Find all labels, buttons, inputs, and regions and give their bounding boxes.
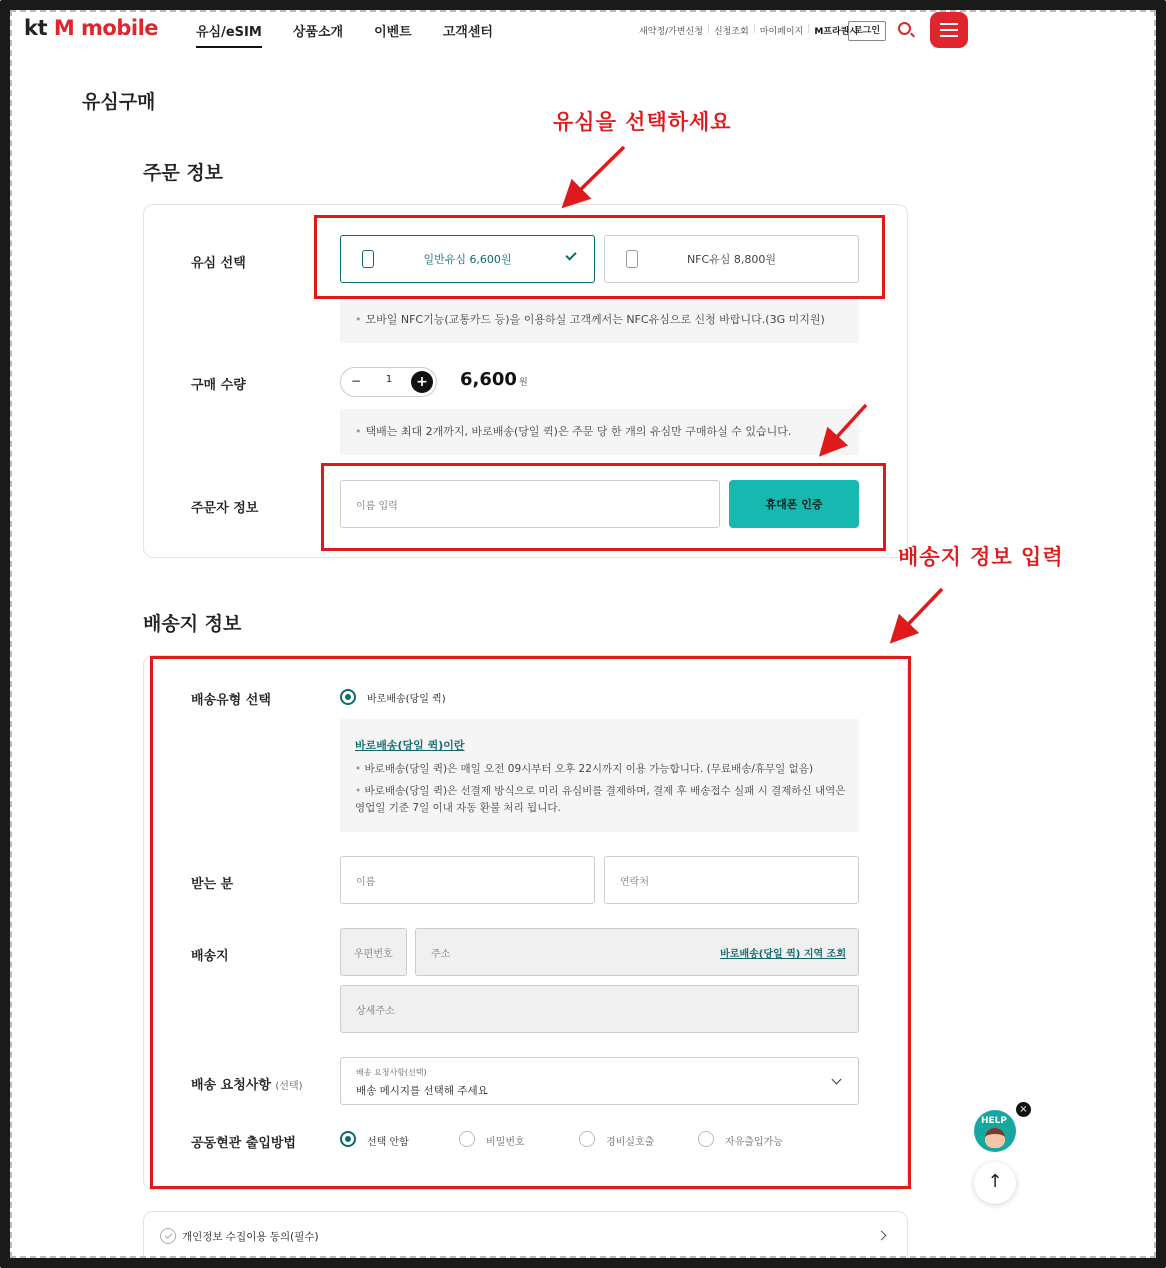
nav-item-products[interactable]: 상품소개	[292, 25, 344, 40]
close-icon[interactable]: ×	[1016, 1102, 1031, 1117]
delivery-request-label-text: 배송 요청사항	[191, 1078, 271, 1093]
phone-nfc-icon	[626, 250, 638, 268]
phone-verify-button[interactable]: 휴대폰 인증	[729, 480, 859, 528]
address-placeholder: 주소	[431, 948, 451, 960]
entrance-option-security[interactable]: 경비실호출	[606, 1137, 655, 1148]
select-caption: 배송 요청사항(선택)	[356, 1068, 427, 1077]
privacy-agreement-text: 개인정보 수집이용 동의(필수)	[182, 1231, 319, 1243]
utility-links	[639, 24, 858, 37]
util-link-mypage[interactable]: 마이페이지	[759, 27, 804, 37]
sim-option-nfc[interactable]	[604, 235, 859, 283]
check-icon	[565, 249, 576, 260]
recipient-label: 받는 분	[191, 877, 234, 892]
util-divider: |	[706, 24, 710, 34]
bullet: •	[355, 785, 365, 797]
bullet: •	[355, 425, 362, 438]
delivery-message-select[interactable]	[340, 1057, 859, 1105]
arrow-to-delivery	[897, 589, 942, 636]
delivery-request-label	[191, 1074, 303, 1093]
entrance-radio-security[interactable]	[579, 1131, 595, 1147]
entrance-radio-password[interactable]	[459, 1131, 475, 1147]
arrow-to-sim	[569, 147, 624, 201]
select-value: 배송 메시지를 선택해 주세요	[356, 1085, 488, 1097]
quantity-notice	[340, 409, 859, 455]
quick-delivery-info-line	[355, 761, 850, 778]
bullet: •	[355, 763, 365, 775]
recipient-phone-input[interactable]: 연락처	[604, 856, 859, 904]
nfc-notice-text: 모바일 NFC기능(교통카드 등)을 이용하실 고객께서는 NFC유심으로 신청 바랍니다.(3G 미지원)	[365, 313, 825, 326]
annotation-select-sim: 유심을 선택하세요	[553, 110, 732, 134]
quick-delivery-info-line	[355, 783, 850, 817]
util-link-lookup[interactable]: 신청조회	[713, 27, 749, 37]
bullet: •	[355, 313, 362, 326]
quantity-plus-button[interactable]: +	[411, 371, 433, 393]
quick-area-lookup-link[interactable]: 바로배송(당일 퀵) 지역 조회	[720, 949, 846, 960]
help-chatbot-button[interactable]	[974, 1110, 1016, 1152]
nav-item-usim-esim[interactable]: 유심/eSIM	[196, 21, 262, 48]
login-button[interactable]: 로그인	[848, 21, 886, 41]
scroll-top-button[interactable]: ↑	[974, 1162, 1016, 1204]
nav-item-events[interactable]: 이벤트	[374, 25, 412, 40]
detail-address-input[interactable]: 상세주소	[340, 985, 859, 1033]
sim-option-label: NFC유심 8,800원	[686, 253, 777, 266]
menu-bar-icon	[940, 35, 958, 37]
order-section-title: 주문 정보	[143, 162, 224, 184]
site-header	[12, 12, 1154, 52]
orderer-name-input[interactable]: 이름 입력	[340, 480, 720, 528]
quantity-stepper	[340, 367, 437, 397]
menu-bar-icon	[940, 29, 958, 31]
logo-kt: kt	[24, 16, 48, 40]
price-total	[460, 369, 528, 390]
help-label: HELP	[981, 1116, 1008, 1126]
delivery-type-label: 배송유형 선택	[191, 693, 271, 708]
help-avatar-icon	[985, 1128, 1005, 1148]
nfc-notice	[340, 297, 859, 343]
hamburger-menu-button[interactable]	[930, 12, 968, 48]
address-label: 배송지	[191, 949, 229, 964]
quick-delivery-info-link[interactable]: 바로배송(당일 퀵)이란	[355, 739, 465, 752]
entrance-option-none[interactable]: 선택 안함	[367, 1137, 409, 1148]
nav-item-customer-center[interactable]: 고객센터	[442, 25, 493, 40]
price-unit: 원	[518, 378, 528, 388]
util-divider: |	[807, 24, 811, 34]
sim-option-standard[interactable]	[340, 235, 595, 283]
optional-tag: (선택)	[275, 1081, 303, 1092]
main-nav	[196, 21, 493, 48]
entrance-radio-free[interactable]	[698, 1131, 714, 1147]
privacy-agreement-row[interactable]	[143, 1211, 908, 1261]
info-line-text: 바로배송(당일 퀵)은 선결제 방식으로 미리 유심비를 결제하며, 결제 후 배송접수 실패 시 결제하신 내역은 영업일 기준 7일 이내 자동 환불 처리 됩니다.	[355, 785, 846, 814]
delivery-type-option[interactable]: 바로배송(당일 퀵)	[367, 694, 446, 705]
sim-option-label: 일반유심 6,600원	[423, 253, 512, 266]
kt-mmobile-logo[interactable]	[24, 16, 158, 40]
entrance-method-label: 공동현관 출입방법	[191, 1136, 296, 1151]
address-input[interactable]	[415, 928, 859, 976]
phone-icon	[362, 250, 374, 268]
info-line-text: 바로배송(당일 퀵)은 매일 오전 09시부터 오후 22시까지 이용 가능합니다. (무료배송/휴무일 없음)	[364, 763, 814, 775]
entrance-radio-none[interactable]	[340, 1131, 356, 1147]
quick-delivery-info	[340, 719, 859, 832]
sim-select-label: 유심 선택	[191, 256, 246, 271]
util-link-mfrequency[interactable]: M프라퀀시	[814, 27, 859, 37]
entrance-option-password[interactable]: 비밀번호	[486, 1137, 525, 1148]
entrance-option-free[interactable]: 자유출입가능	[725, 1137, 783, 1148]
quantity-notice-text: 택배는 최대 2개까지, 바로배송(당일 퀵)은 주문 당 한 개의 유심만 구매하실 수 있습니다.	[365, 425, 792, 438]
chevron-right-icon[interactable]	[877, 1231, 887, 1241]
search-icon[interactable]	[898, 22, 911, 35]
logo-mmobile: M mobile	[53, 16, 159, 40]
menu-bar-icon	[940, 23, 958, 25]
recipient-name-input[interactable]: 이름	[340, 856, 595, 904]
annotation-enter-delivery: 배송지 정보 입력	[898, 545, 1064, 569]
zipcode-input[interactable]: 우편번호	[340, 928, 407, 976]
quantity-label: 구매 수량	[191, 378, 246, 393]
chevron-down-icon	[832, 1075, 842, 1085]
orderer-label: 주문자 정보	[191, 501, 259, 516]
delivery-section-title: 배송지 정보	[143, 613, 242, 635]
util-link-contract[interactable]: 새약정/가변신청	[639, 27, 703, 37]
page-title: 유심구매	[82, 91, 156, 113]
price-value: 6,600	[460, 369, 517, 390]
check-circle-icon[interactable]	[160, 1228, 176, 1244]
quantity-minus-button[interactable]: −	[345, 371, 367, 393]
util-divider: |	[752, 24, 756, 34]
quantity-value: 1	[385, 374, 393, 385]
delivery-type-radio[interactable]	[340, 689, 356, 705]
